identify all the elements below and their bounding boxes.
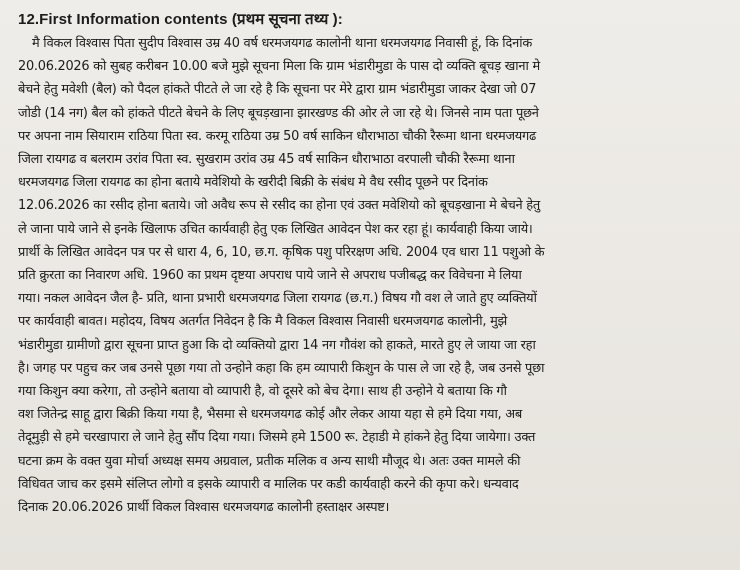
text-line: प्रार्थी के लिखित आवेदन पत्र पर से धारा 4, 6, 10, छ.ग. कृषिक पशु परिरक्षण अधि. 2004 एव धारा 11 पशुओ के	[18, 244, 545, 260]
text-line: पर कार्यवाही बावत। महोदय, विषय अतर्गत निवेदन है कि मै विकल विश्वास निवासी धरमजयगढ कालोनी, मुझे	[18, 314, 508, 330]
text-line: पर अपना नाम सियाराम राठिया पिता स्व. करमू राठिया उम्र 50 वर्ष साकिन धौराभाठा चौकी रैरूमा थाना धरमजयगढ	[18, 128, 537, 144]
text-line: है। जगह पर पहुच कर जब उनसे पूछा गया तो उन्होने कहा कि हम व्यापारी किशुन के पास ले जा रहे है, जब उनसे पूछा	[18, 360, 545, 376]
section-heading: 12.First Information contents (प्रथम सूचना तथ्य ):	[18, 11, 343, 28]
fir-contents-body	[18, 32, 726, 519]
text-line: तेदूमुड़ी से हमे चरखापारा ले जाने हेतु सौंप दिया गया। जिसमे हमे 1500 रू. टेहाडी मे हांकने हेतु दिया जायेगा। उक्त	[18, 430, 536, 446]
text-line: जिला रायगढ व बलराम उरांव पिता स्व. सुखराम उरांव उम्र 45 वर्ष साकिन धौराभाठा वरपाली चौकी रैरूमा थाना	[18, 152, 515, 168]
text-line: धरमजयगढ जिला रायगढ का होना बताये मवेशियो के खरीदी बिक्री के संबंध मे वैध रसीद पूछने पर दिनांक	[18, 175, 488, 191]
text-line: गया। नकल आवेदन जैल है- प्रति, थाना प्रभारी धरमजयगढ जिला रायगढ (छ.ग.) विषय गौ वश ले जाते हुए व्यक्तियों	[18, 291, 537, 307]
text-line: वश जितेन्द्र साहू द्वारा बिक्री किया गया है, भैसमा से धरमजयगढ कोई और लेकर आया यहा से हमे दिया गया, अब	[18, 407, 522, 423]
text-line: भंडारीमुडा ग्रामीणो द्वारा सूचना प्राप्त हुआ कि दो व्यक्तियो द्वारा 14 नग गौवंश को हाकते, मारते हुए ले जाया जा रहा	[18, 337, 536, 353]
text-line: मै विकल विश्वास पिता सुदीप विश्वास उम्र 40 वर्ष धरमजयगढ कालोनी थाना धरमजयगढ निवासी हूं, कि दिनांक	[32, 36, 533, 51]
text-line: 12.06.2026 का रसीद होना बताये। जो अवैध रूप से रसीद का होना एवं उक्त मवेशियो को बूचड़खाना मे बेचने हेतु	[18, 198, 540, 214]
text-line: घटना क्रम के वक्त युवा मोर्चा अध्यक्ष समय अग्रवाल, प्रतीक मलिक व अन्य साथी मौजूद थे। अतः उक्त मामले की	[18, 453, 521, 469]
text-line: बेचने हेतु मवेशी (बैल) को पैदल हांकते पीटते ले जा रहे है कि सूचना पर मेरे द्वारा ग्राम भंडारीमुडा जाकर देखा जो 07	[18, 82, 537, 98]
text-line: प्रति क्रुरता का निवारण अधि. 1960 का प्रथम दृष्टया अपराध पाये जाने से अपराध पजीबद्ध कर विवेचना मे लिया	[18, 268, 522, 284]
text-line: ले जाना पाये जाने से इनके खिलाफ उचित कार्यवाही हेतु एक लिखित आवेदन पेश कर रहा हूं। कार्यवाही किया जाये।	[18, 221, 533, 237]
text-line: दिनाक 20.06.2026 प्रार्थी विकल विश्वास धरमजयगढ कालोनी हस्ताक्षर अस्पष्ट।	[18, 500, 390, 516]
text-line: गया किशुन क्या करेगा, तो उन्होने बताया वो व्यापारी है, वो दूसरे को बेच देगा। साथ ही उन्होने ये बताया कि गौ	[18, 384, 507, 400]
text-line: जोडी (14 नग) बैल को हांकते पीटते बेचने के लिए बूचड़खाना झारखण्ड की ओर ले जा रहे थे। जिनसे नाम पता पूछने	[18, 105, 539, 121]
text-line: विधिवत जाच कर इसमे संलिप्त लोगो व इसके व्यापारी व मालिक पर कडी कार्यवाही करने की कृपा करे। धन्यवाद	[18, 476, 519, 492]
text-line: 20.06.2026 को सुबह करीबन 10.00 बजे मुझे सूचना मिला कि ग्राम भंडारीमुडा के पास दो व्यक्ति बूचड़ खाना मे	[18, 59, 540, 75]
